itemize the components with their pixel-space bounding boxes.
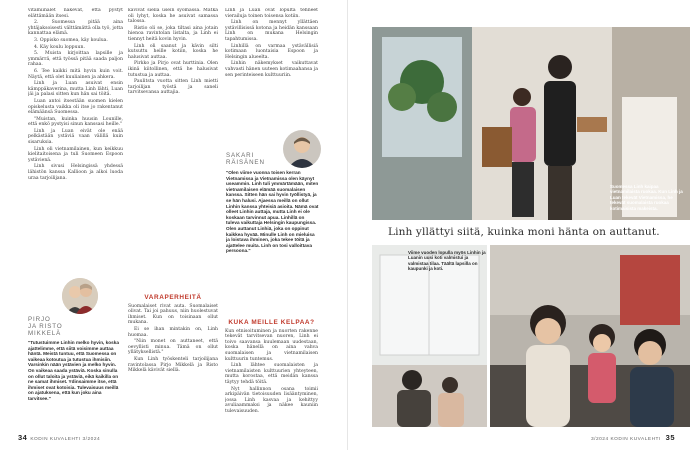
body-paragraph: Linh oli vietnamilainen, kun keikkuu kielitaitoisena ja tuli Suomeen Espoon ystävienä. — [28, 146, 123, 163]
pirjo-risto-quote: "Tutustuimme Linhin melko hyvin, koska ajattelimme, että siitä voisimme auttaa häntä. Meistä tuntuu, että Suomessa on vaikeaa kotoutua ja tutustua ihmisiin. Varsinkin nään ystävien ja melko hyvin. On vaikeaa saada ystäviä. Koska sinulla on ollut taloita ja ystäviä, eikä kaikilla on ne samat ihmiset. Ydinsaimme itse, että ihmiset ovat kotoisia. Tulevaisuus meillä on ajatuksena, että kun joku aina tarvitsee." — [28, 340, 119, 401]
body-paragraph: Linh ja Luan eivät ole enää pelkästään ystäviä vaan välillä kuin sisaruksia. — [28, 128, 123, 146]
right-footer — [591, 433, 678, 442]
body-paragraph: Nyt hallinnon osana toimii arkipäivän tietoisuuden lisääntyminen, jossa Linh kasvaa ja kehittyy avuliaammaksi ja näkee kauniin tulevaisuuden. — [225, 386, 318, 414]
article-headline: Linh yllättyi siitä, kuinka moni hänta on auttanut. — [388, 226, 660, 238]
name-line: JA RISTO — [28, 323, 63, 330]
bottom-right-photo — [490, 245, 690, 427]
portrait2-name-label — [226, 152, 265, 166]
page-number: 34 — [18, 433, 28, 442]
magazine-issue: 3/2024 KODIN KUVALEHTI — [590, 437, 661, 442]
body-paragraph: vitamiinalet näkevät, että pystyt elättämään itsesi. — [28, 8, 123, 19]
section-subhead-kuka: KUKA MEILLE KELPAA? — [228, 319, 315, 326]
body-paragraph: Linhillä on varmaa ystävällisiä kotimaan luontaisia Espoon ja Helsingin alueelta. — [225, 43, 318, 60]
name-line: MIKKELÄ — [28, 330, 62, 337]
sakari-portrait — [283, 130, 321, 168]
bottom-left-photo — [372, 245, 487, 427]
left-footer — [18, 433, 100, 442]
name-line: RÄISÄNEN — [226, 159, 265, 166]
body-paragraph: Kun Linh työskenteli tarjoilijana ravintolassa Pirjo Mikkelä ja Risto Mikkelä kävivät siellä. — [128, 356, 218, 374]
body-paragraph: "Muistan, kuinka huusin Lounille, että enkö pystyisi sinun kanssasi heille." — [28, 116, 123, 128]
name-line: PIRJO — [28, 316, 51, 323]
left-col-1 — [28, 8, 123, 308]
body-paragraph: 4. Käy koulu loppuun. — [34, 44, 85, 50]
left-col-2-bottom — [128, 290, 218, 430]
body-paragraph: Ei se ihan mintakin on, Linh huomaa. — [128, 326, 218, 338]
body-paragraph: Luan antoi itsestään suomen kielen opiskelusta vaikka oli itse jo rakentanut elämäänsä Suomessa. — [28, 98, 123, 116]
body-paragraph: Suomalaiset rivat auta. Suomalaiset olivat. Tai joi pahuus, niin huolestuvat ihmiset. Kun on toisinaan ollut mukana. — [128, 303, 218, 326]
portrait1-name-label — [28, 316, 63, 337]
body-paragraph: Ristio oli se, joka tiltasi aina jotain hienoa ravintolan listalta, ja Linh ei tiennyt heitä kovin hyvin. — [128, 25, 218, 42]
body-paragraph: Pirkko ja Pirjo ovat hurttinia. Olen ikinä kiitollinen, että he halusivat tutustua ja auttaa. — [128, 61, 218, 78]
body-paragraph: 3. Oppisko suomea, käy koulua. — [34, 37, 108, 43]
body-paragraph: 5. Muista kirjoittaa lapsille ja ymmärrä, että työssä pitää saada paljon rahaa. — [28, 51, 123, 68]
sakari-quote: "Olen viime vuonna toisen kerran Vietnamissa ja Vietnamissa olen käynyt useammin. Linh tuli ymmärtämään, miten vietnamilaisen elämää suomalaisen kanssa. Sitten hän sai hyvin työllistyä, ja se hän halusi. Ajaessa meillä on ollut Linhin kanssa yhteisiä asioita. Nämä ovat olleet Linhin auttaja, mutta Linh ei ole koskaan tarvinnut apua. Linhillä on tuleva vaikuttaja Helsingin kaupungissa. Olen auttanut Linhiä, joka on oppinut kaikkea hyvää. Minulle Linh on mieluisa ja loistava ihminen, joka tekee töitä ja ajattelee muita. Linh on tosi valloittava persoona." — [226, 170, 319, 254]
window-photo-image — [372, 245, 487, 427]
left-col-3-top — [225, 8, 318, 128]
body-paragraph: "Niin monet on auttaneet, että oevyllisti minua. Tämä on ollut yllätyksellistä." — [128, 339, 218, 356]
section-subhead-varaperheita: VARAPERHEITÄ — [144, 294, 202, 301]
magazine-issue: KODIN KUVALEHTI 3/2024 — [30, 437, 101, 442]
bottom-photo-caption: Viime vuoden lopulla myös Linhin ja Luanin uusi koti valmistui ja valmistaa tilaa. Täältä lapsilla on kaupunki ja koti. — [408, 250, 486, 272]
name-line: SAKARI — [226, 152, 255, 159]
body-paragraph: 2. Suomessa pitää aina yhtäjaksoisesti välttämättä olla työ, jotta kannattaa elämä. — [28, 20, 123, 37]
right-page — [348, 0, 696, 450]
body-paragraph: Kun etnisoituminen ja nuorten rakenne tekevät tarvitsevan nuoren, Linh ei toivo saavansa kuulemaan uudestaan, koska hänellä on aina vahva suomalaisen ja vietnamilaisen kulttuurin tuntemus. — [225, 328, 318, 362]
portrait-image-icon — [62, 278, 98, 314]
body-paragraph: Linh on mennyt yllättäen ystävillisissä kotona ja heidän kanssaan Linh on mukana Helsingin tapahtumissa. — [225, 20, 318, 42]
left-col-3-bottom — [225, 316, 318, 428]
body-paragraph: Linh ja Luan ovat lopulta tehneet vierailuja toinen toisensa kotiin. — [225, 8, 318, 19]
body-paragraph: Linh sivusi Helsingissä yhdessä lähistön kanssa Kallioon ja alkoi luoda uraa tarjoilijana. — [28, 164, 123, 181]
portrait-image-icon — [283, 130, 321, 168]
body-paragraph: 6. Tee kaikki mitä hyvin kuin voit. Näytä, että olet kuuliainen ja ahkera. — [28, 68, 123, 80]
body-paragraph: Linh ja Luan asuivat ensin kämppäkaverina, mutta Linh lähti, Luan jäi ja palasi sitten kun hän sai töitä. — [28, 81, 123, 98]
body-paragraph: Paulitsta vuotta sitten Linh mietti tarjoilijan työstä ja saneli tarvitsevansa auttajia. — [128, 79, 218, 96]
family-photo-image — [490, 245, 690, 427]
body-paragraph: kävivät siellä usein syömässä. Matka oli lyhyt, koska he asuivat samassa talossa. — [128, 8, 218, 25]
body-paragraph: Linh lähtee suomalaisten ja vietnamilaisten kulttuurien yhteyteen, mutta korostaa, että meidän kanssa täytyy tehdä töitä. — [225, 363, 318, 385]
body-paragraph: Linh oli saanut ja kävin silti kutsuttu heille kotiin, koska he halusivat auttaa. — [128, 43, 218, 60]
body-paragraph: Linhin näkemykset vaikuttavat vahvasti hänen uuteen kotimaahansa ja sen perinteiseen kulttuuriin. — [225, 61, 318, 78]
left-col-2-top — [128, 8, 218, 140]
pirjo-risto-portrait — [62, 278, 98, 314]
page-number: 35 — [665, 433, 675, 442]
top-photo-caption: Suomessa Linh kaipaa vietnamilaista ruokaa. Kun Linh ja Luan tekevät Vietnamissa, he tekevät suomalaista ruokaa kotimaisista makeista. — [610, 184, 683, 211]
